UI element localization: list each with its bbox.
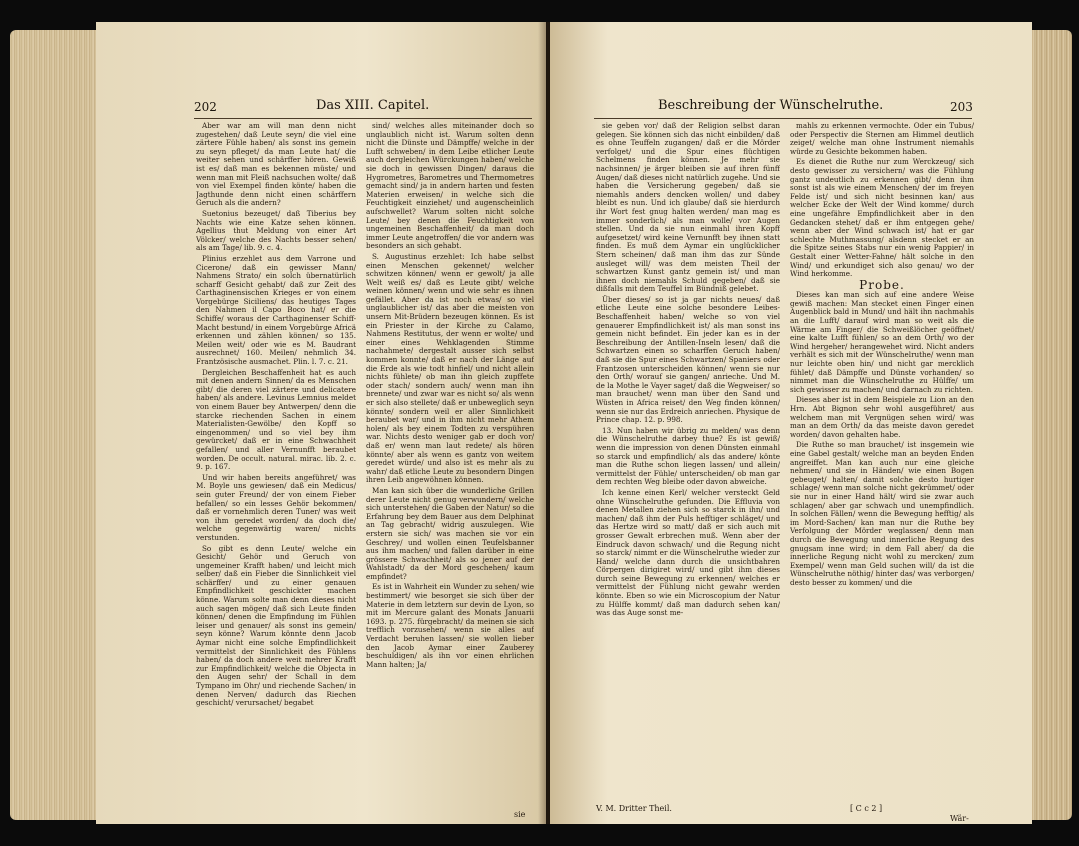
paragraph: Dergleichen Beschaffenheit hat es auch mit denen andern Sinnen/ da es Menschen gibt/ die deren viel zärtere und delicatere haben/ als andere. Levinus Lemnius meldet von einem Bauer bey Antwerpen/ denn die starcke riechenden Sachen in einem Materialisten-Gewölbe/ den Kopff so eingenommen/ und so viel bey ihm gewürcket/ daß er in eine Schwachheit gefallen/ und aller Vernunfft beraubet worden. De occult. natural. mirac. lib. 2. c. 9. p. 167. [196,367,356,472]
paragraph: Ich kenne einen Kerl/ welcher versteckt Geld ohne Wünschelruthe gefunden. Die Effluvia von denen Metallen ziehen sich so starck in ihn/ und machen/ daß ihm der Puls hefftiger schläget/ und das Hertze wird so matt/ daß er sich auch mit grosser Gewalt erbrechen muß. Wenn aber der Eindruck davon schwach/ und die Regung nicht so starck/ nimmt er die Wünschelruthe wieder zur Hand/ welche dann durch die unsichtbahren Cörpergen dirigiret wird/ und gibt ihm dieses durch seine Bewegung zu erkennen/ welches er vermittelst der Fühlung nicht gewahr werden könnte. Eben so wie ein Microscopium der Natur zu Hülffe kommt/ daß man dadurch sehen kan/ was das Auge sonst me- [596,487,780,618]
right-column-1 [596,122,780,802]
paragraph: Und wir haben bereits angeführet/ was M. Boyle uns gewiesen/ daß ein Medicus/ sein guter Freund/ der von einem Fieber befallen/ so ein lesses Gehör bekommen/ daß er vornehmlich deren Tuner/ was weit von ihm geredet worden/ da doch die/ welche gegenwärtig waren/ nichts verstunden. [196,472,356,542]
left-page-number: 202 [194,100,217,114]
paragraph: Suetonius bezeuget/ daß Tiberius bey Nachts wie eine Katze sehen können. Agellius thut Meldung von einer Art Völcker/ welche des Nachts besser sehen/ als am Tage/ lib. 9. c. 4. [196,208,356,253]
paragraph: Plinius erzehlet aus dem Varrone und Cicerone/ daß ein gewisser Mann/ Nahmens Strato/ ein solch übernatürlich scharff Gesicht gehabt/ daß zur Zeit des Carthaginensischen Krieges er von einem Vorgebürge Siciliens/ das heutiges Tages den Nahmen il Capo Boco hat/ er die Schiffe/ woraus der Carthaginenser Schiff-Macht bestund/ in einem Vorgebürge Africä erkennen und zählen können/ so 135. Meilen weit/ oder wie es M. Baudrant ausrechnet/ 160. Meilen/ nehmlich 34. Frantzösische ausmachet. Plin. l. 7. c. 21. [196,253,356,367]
paragraph: Dieses aber ist in dem Beispiele zu Lion an den Hrn. Abt Bignon sehr wohl ausgeführet/ aus welchem man mit Vergnügen sehen wird/ was man an dem Orth/ da das meiste davon geredet worden/ davon gehalten habe. [790,395,974,439]
page-edges-left [10,30,102,820]
signature-mark: V. M. Dritter Theil. [596,804,672,813]
paragraph: Dieses kan man sich auf eine andere Weise gewiß machen: Man stecket einen Finger einen Augenblick bald in Mund/ und hält ihn nachmahls an die Lufft/ darauf wird man so weit als die Wärme am Finger/ die Schweißlöcher geöffnet/ eine kalte Lufft fühlen/ so an dem Orth/ wo der Wind hergeher/ herangewehet wird. Nicht anders verhält es sich mit der Wünschelruthe/ wenn man nur leichte oben hin/ und nicht gar mercklich fühlet/ daß Dämpffe und Dünste vorhanden/ so nimmet man die Wünschelruthe zu Hülffe/ um sich gewisser zu machen/ und darnach zu richten. [790,290,974,394]
right-head-rule [594,118,972,119]
open-book [10,8,1072,840]
paragraph: Aber war am will man denn nicht zugestehen/ daß Leute seyn/ die viel eine zärtere Fühle haben/ als sonst ins gemein zu seyn pfleget/ da man Leute hat/ die weiter sehen und schärffer hören. Gewiß ist es/ daß man es bekennen müste/ und wenn man mit Fleiß nachsuchen wolte/ daß von viel Exempel finden könte/ haben die Jagthunde denn nicht einen schärffern Geruch als die andern? [196,122,356,208]
right-page [550,22,1032,824]
right-column-2 [790,122,974,814]
paragraph: Über dieses/ so ist ja gar nichts neues/ daß etliche Leute eine solche besondere Leibes-Beschaffenheit haben/ welche so von viel genauerer Empfindlichkeit ist/ als man sonst ins gemein nicht befindet. Ein jeder kan es in der Beschreibung der Antillen-Inseln lesen/ daß die Schwartzen einen so scharffen Geruch haben/ daß sie die Spur eines Schwartzen/ Spaniers oder Frantzosen unterscheiden können/ wenn sie nur den Orth/ worauf sie gangen/ anrieche. Und M. de la Mothe le Vayer saget/ daß die Wegweiser/ so man brauchet/ wenn man über den Sand und Wüsten in Africa reiset/ den Weg finden können/ wenn sie nur das Erdreich anriechen. Physique de Prince chap. 12. p. 998. [596,294,780,425]
left-running-head: Das XIII. Capitel. [316,98,430,113]
left-catchword: sie [514,810,526,819]
left-column-2 [366,122,534,814]
left-column-1 [196,122,356,814]
section-heading-probe: Probe. [859,277,905,292]
gathering-mark: [ C c 2 ] [850,804,883,813]
right-page-number: 203 [950,100,973,114]
paragraph: Es dienet die Ruthe nur zum Werckzeug/ sich desto gewisser zu versichern/ was die Fühlung gantz undeutlich zu erkennen gibt/ denn ihm sonst ist als wie einem Menschen/ der im freyen Felde ist/ und sich nicht besinnen kan/ aus welcher Ecke der Welt der Wind komme/ durch eine ungefähre Empfindlichkeit aber in den Gedancken stehet/ daß er ihm entgegen gehe/ wenn aber der Wind schwach ist/ hat er gar schlechte Muthmassung/ alsdenn stecket er an die Spitze seines Stabs nur ein wenig Pappier/ in Gestalt einer Wetter-Fahne/ hält solche in den Wind/ und erkundiget sich also genau/ wo der Wind herkomme. [790,157,974,279]
left-page [96,22,546,824]
paragraph: Man kan sich über die wunderliche Grillen derer Leute nicht genug verwundern/ welche sich unterstehen/ die Gaben der Natur/ so die Erfahrung bey dem Bauer aus dem Delphinat an Tag gebracht/ widrig auszulegen. Wie erstern sie sich/ was machen sie vor ein Geschrey/ und wollen einen Teufelsbanner aus ihm machen/ und fallen darüber in eine grössere Schwachheit/ als so jener auf der Wahlstadt/ da der Mord geschehen/ kaum empfindet? [366,485,534,581]
paragraph: S. Augustinus erzehlet: Ich habe selbst einen Menschen gekennet/ welcher schwitzen können/ wenn er gewolt/ ja alle Welt weiß es/ daß es Leute gibt/ welche weinen können/ wenn und wie sehr es ihnen gefället. Aber da ist noch etwas/ so viel unglaublicher ist/ das aber die meisten von unsern Mit-Brüdern bezeugen können. Es ist ein Priester in der Kirche zu Calamo, Nahmens Restitutus, der wenn er wolte/ und einer eines Wehklagenden Stimme nachahmete/ dergestalt ausser sich selbst kommen konnte/ daß er nach der Länge auf die Erde als wie todt hinfiel/ und nicht allein nichts fühlete/ ob man ihn gleich zupffete oder stach/ sondern auch/ wenn man ihn brennete/ und zwar war es nicht so/ als wenn er sich also stellete/ daß er unbeweglich seyn könnte/ sondern weil er aller Sinnlichkeit beraubet war/ und in ihm nicht mehr Athem holen/ als bey einem Todten zu verspühren war. Nichts desto weniger gab er doch vor/ daß er/ wenn man laut redete/ als hören könnte/ aber als wenn es gantz von weitem geredet würde/ und also ist es mehr als zu wahr/ daß etliche Leute zu besondern Dingen ihren Leib angewöhnen können. [366,251,534,485]
right-running-head: Beschreibung der Wünschelruthe. [658,98,884,113]
paragraph: So gibt es denn Leute/ welche ein Gesicht/ Gehör und Geruch von ungemeiner Krafft haben/ und leicht mich selber/ daß ein Fieber die Sinnlichkeit viel schärffer/ und zu einer genauen Empfindlichkeit geschickter machen könne. Warum solte man denn dieses nicht auch sagen mögen/ daß sich Leute finden können/ denen die Empfindung im Fühlen leiser und genauer/ als sonst ins gemein/ seyn könne? Warum könnte denn Jacob Aymar nicht eine solche Empfindlichkeit vermittelst der Sinnlichkeit des Fühlens haben/ da doch andere weit mehrer Krafft zur Empfindlichkeit/ welche die Objecta in den Augen sehr/ der Schall in dem Tympano im Ohr/ und riechende Sachen/ in denen Nerven/ dadurch das Riechen geschicht/ verursachet/ begabet [196,543,356,708]
paragraph: Die Ruthe so man brauchet/ ist insgemein wie eine Gabel gestalt/ welche man an beyden Enden angreiffet. Man kan auch nur eine gleiche nehmen/ und sie in Händen/ wie einen Bogen gebeuget/ halten/ damit solche desto hurtiger schlage/ wenn man solche nicht gekrümmet/ oder sie nur in einer Hand hält/ wird sie zwar auch schlagen/ aber gar schwach und unempfindlich. In solchen Fällen/ wenn die Bewegung hefftig/ als im Mord-Sachen/ kan man nur die Ruthe bey Verfolgung der Mörder weglassen/ denn man durch die Bewegung und innerliche Regung des gnugsam inne wird; in dem Fall aber/ da die innerliche Regung nicht wohl zu mercken/ zum Exempel/ wenn man Geld suchen will/ da ist die Wünschelruthe nöthig/ hinter das/ was verborgen/ desto besser zu kommen/ und die [790,440,974,587]
paragraph: 13. Nun haben wir übrig zu melden/ was denn die Wünschelruthe darbey thue? Es ist gewiß/ wenn die impression von denen Dünsten einmahl so starck und empfindlich/ als das andere/ könte man die Ruthe schon liegen lassen/ und allein/ vermittelst der Fühle/ unterscheiden/ ob man gar dem rechten Weg bleibe oder davon abweiche. [596,425,780,487]
paragraph: mahls zu erkennen vermochte. Oder ein Tubus/ oder Perspectiv die Sternen am Himmel deutlich zeiget/ welche man ohne Instrument niemahls würde zu Gesichte bekommen haben. [790,122,974,156]
page-edges-right [1030,30,1072,820]
paragraph: sie geben vor/ daß der Religion selbst daran gelegen. Sie können sich das nicht einbilden/ daß es ohne Teuffeln zugangen/ daß er die Mörder verfolget/ und die Spur eines flüchtigen Schelmens finden können. Je mehr sie nachsinnen/ je ärger bleiben sie auf ihren fünff Augen/ daß dieses nicht natürlich zugehe. Und sie haben die Versicherung gegeben/ daß sie niemahls anders dencken wollen/ und dabey bleibt es nun. Und ich glaube/ daß sie hierdurch ihr Wort fest gnug halten werden/ man mag es immer sonderlich/ als man wolle/ vor Augen stellen. Und da sie nun einmahl ihren Kopff aufgesetzet/ wird keine Vernunfft bey ihnen statt finden. Es muß dem Aymar ein unglücklicher Stern scheinen/ daß man ihm das zur Sünde ausleget will/ was dem meisten Theil der schwartzen Kunst gantz gemein ist/ und man ihnen doch niemahls Schuld gegeben/ daß sie dißfalls mit dem Teuffel im Bündniß gelebet. [596,122,780,294]
paragraph: Es ist in Wahrheit ein Wunder zu sehen/ wie bestimmert/ wie besorget sie sich über der Materie in dem letztern sur devin de Lyon, so mit im Mercure galant des Monats Januarii 1693. p. 275. fürgebracht/ da meinen sie sich trefflich vorzusehen/ wenn sie alles auf Verdacht beruhen lassen/ sie wollen lieber den Jacob Aymar einer Zauberey beschuldigen/ als ihn vor einen ehrlichen Mann halten; Ja/ [366,582,534,669]
left-head-rule [194,118,532,119]
right-catchword: Wär- [950,814,969,823]
paragraph: sind/ welches alles miteinander doch so unglaublich nicht ist. Warum solten denn nicht die Dünste und Dämpffe/ welche in der Lufft schweben/ in dem Leibe etlicher Leute auch dergleichen Würckungen haben/ welche sie doch in gewissen Dingen/ daraus die Hygrometres, Barometres und Thermometres gemacht sind/ ja in andern harten und festen Materien erweisen/ in welche sich die Feuchtigkeit einziehet/ und augenscheinlich aufschwellet? Warum solten nicht solche Leute/ bey denen die Feuchtigkeit von ungemeinen Beschaffenheit/ da man doch immer Leute angetroffen/ die vor andern was besonders an sich gehabt. [366,122,534,251]
